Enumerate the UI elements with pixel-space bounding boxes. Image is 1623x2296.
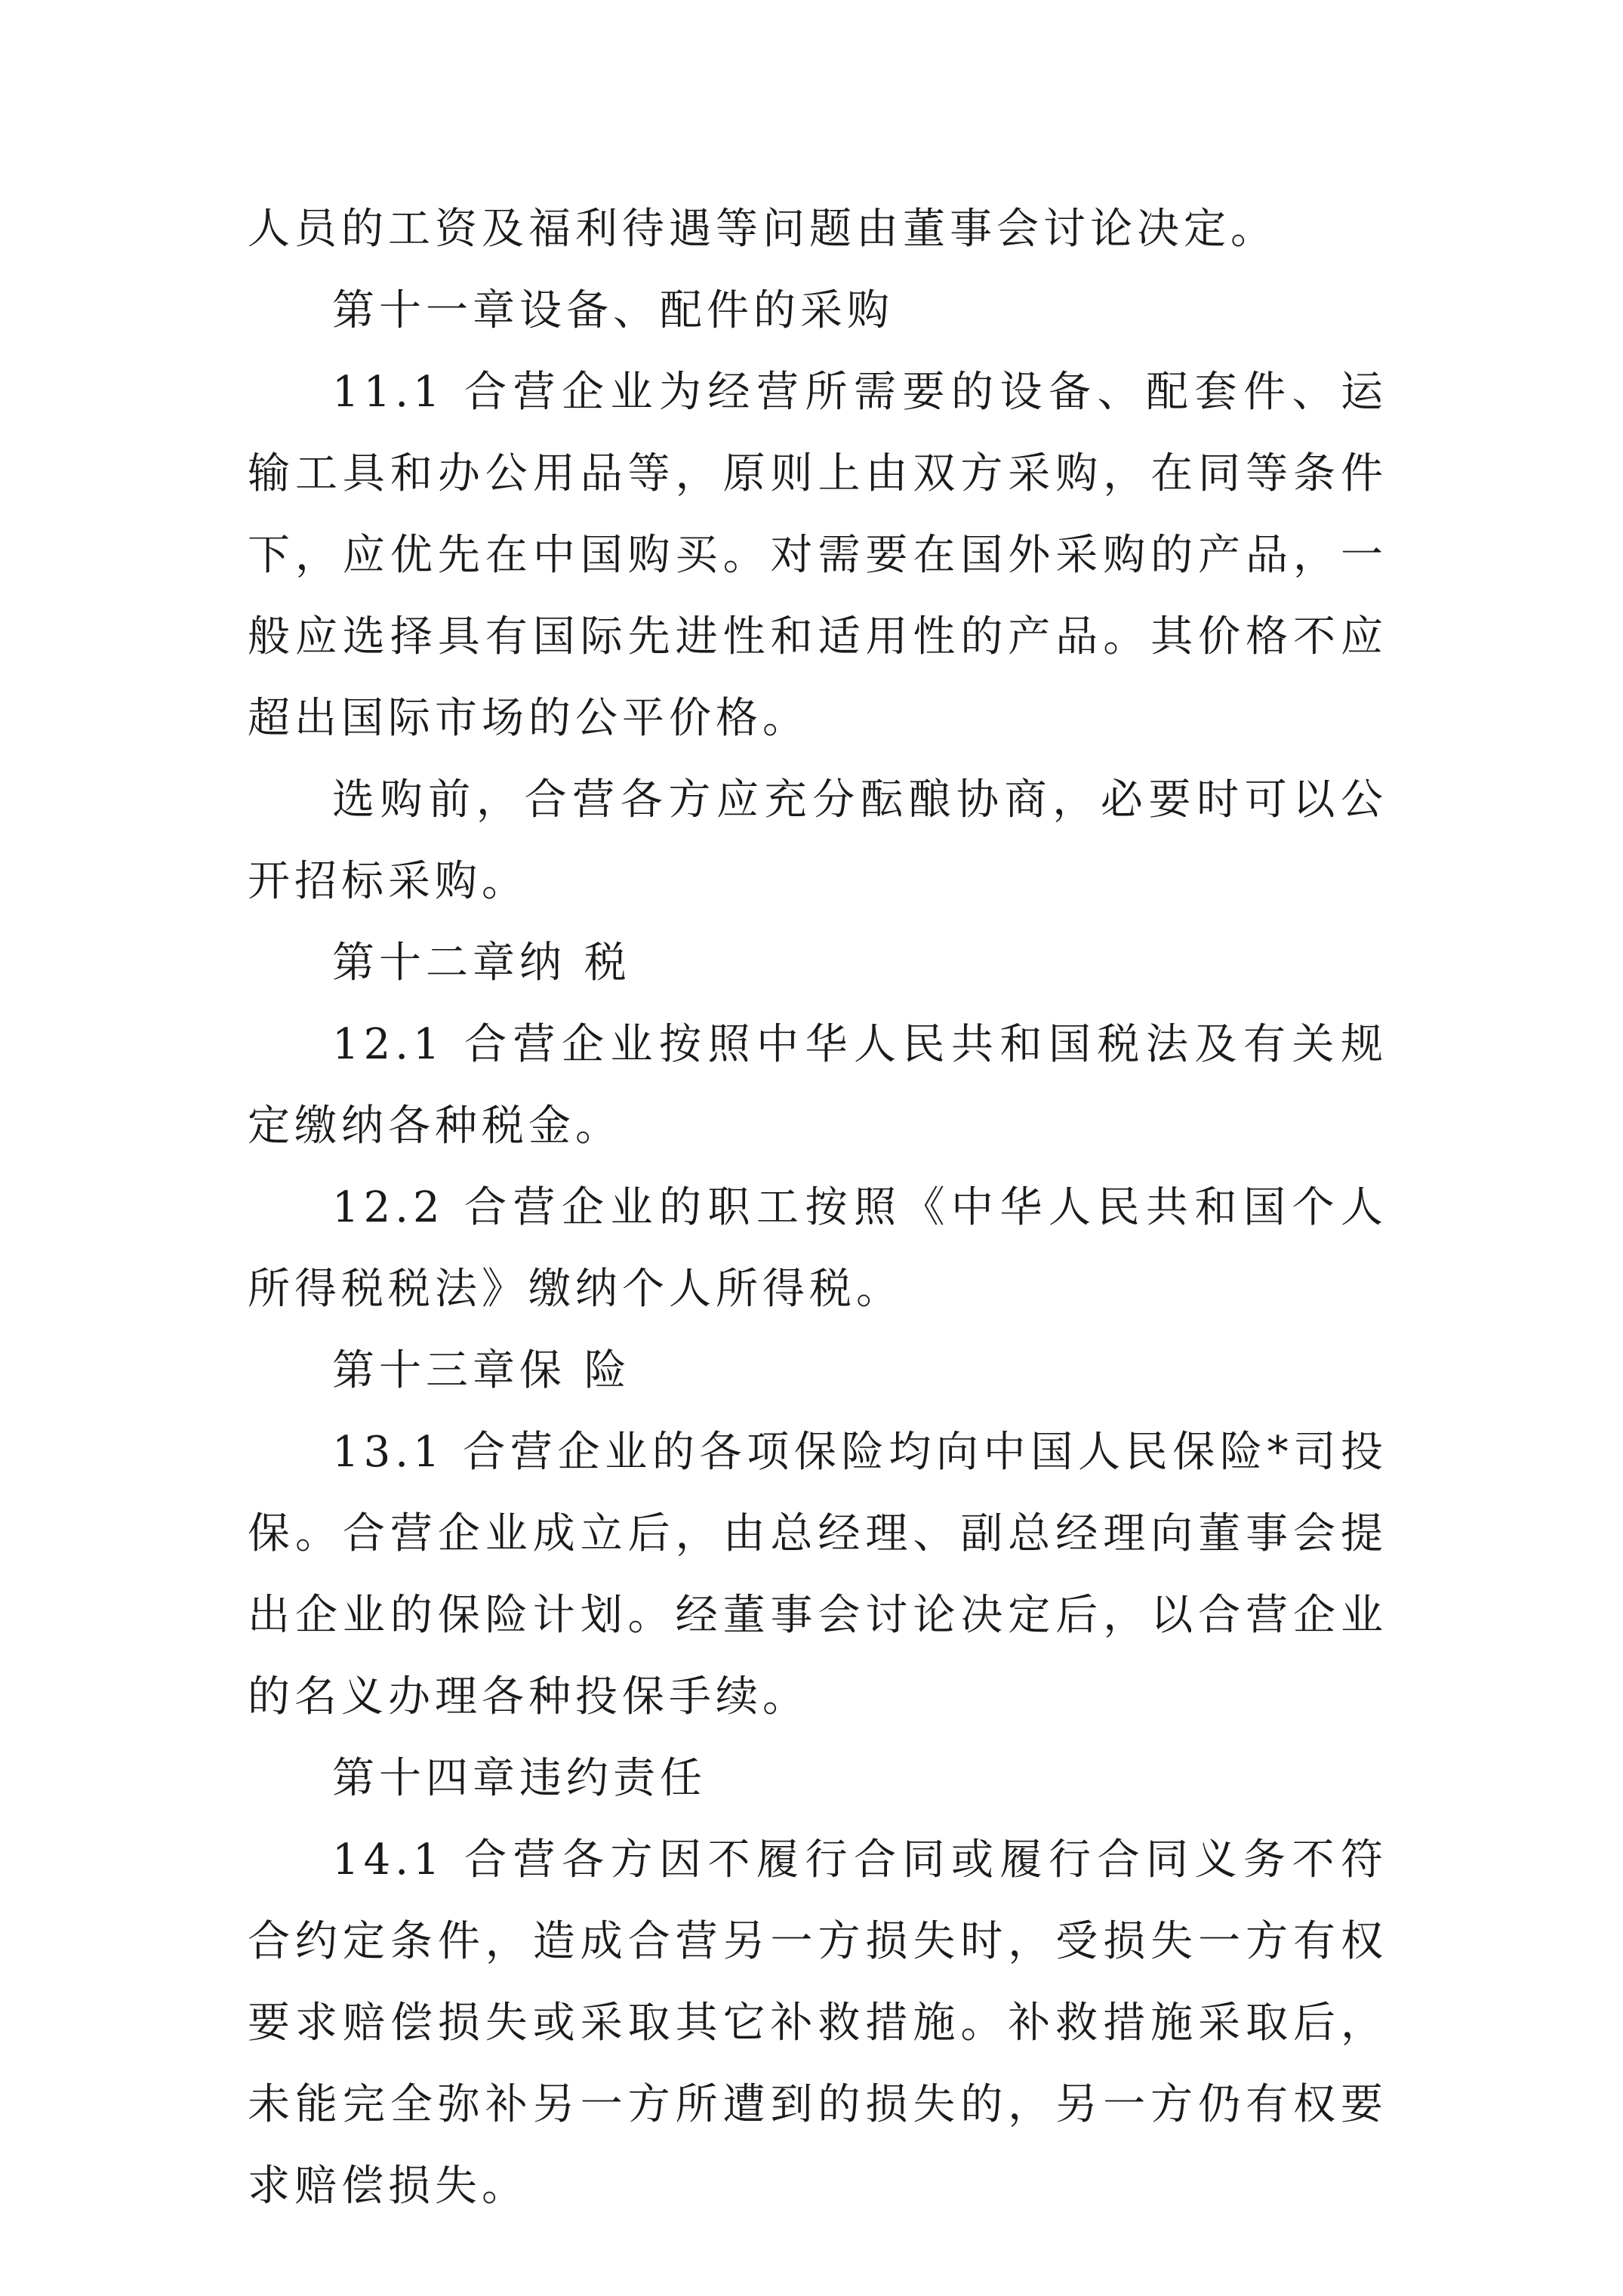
clause-12-1: 12.1 合营企业按照中华人民共和国税法及有关规定缴纳各种税金。	[248, 1020, 1387, 1151]
chapter-heading-13: 第十三章保 险	[332, 1346, 631, 1395]
clause-13-1: 13.1 合营企业的各项保险均向中国人民保险*司投保。合营企业成立后，由总经理、副总经理向董事会提出企业的保险计划。经董事会讨论决定后，以合营企业的名义办理各种投保手续。	[248, 1428, 1387, 1721]
clause-14-1: 14.1 合营各方因不履行合同或履行合同义务不符合约定条件，造成合营另一方损失时，受损失一方有权要求赔偿损失或采取其它补救措施。补救措施采取后，未能完全弥补另一方所遭到的损失的，另一方仍有权要求赔偿损失。	[248, 1835, 1387, 2211]
clause-12-2: 12.2 合营企业的职工按照《中华人民共和国个人所得税税法》缴纳个人所得税。	[248, 1183, 1387, 1314]
paragraph-continuation: 人员的工资及福利待遇等问题由董事会讨论决定。	[248, 205, 1277, 254]
chapter-heading-11: 第十一章设备、配件的采购	[332, 286, 894, 335]
document-body	[248, 189, 1387, 2227]
chapter-heading-12: 第十二章纳 税	[332, 938, 631, 988]
chapter-heading-14: 第十四章违约责任	[332, 1754, 707, 1803]
clause-11-1: 11.1 合营企业为经营所需要的设备、配套件、运输工具和办公用品等，原则上由双方采购，在同等条件下，应优先在中国购买。对需要在国外采购的产品，一般应选择具有国际先进性和适用性的产品。其价格不应超出国际市场的公平价格。	[248, 368, 1387, 743]
clause-11-1-procurement-note: 选购前，合营各方应充分酝酿协商，必要时可以公开招标采购。	[248, 775, 1387, 906]
